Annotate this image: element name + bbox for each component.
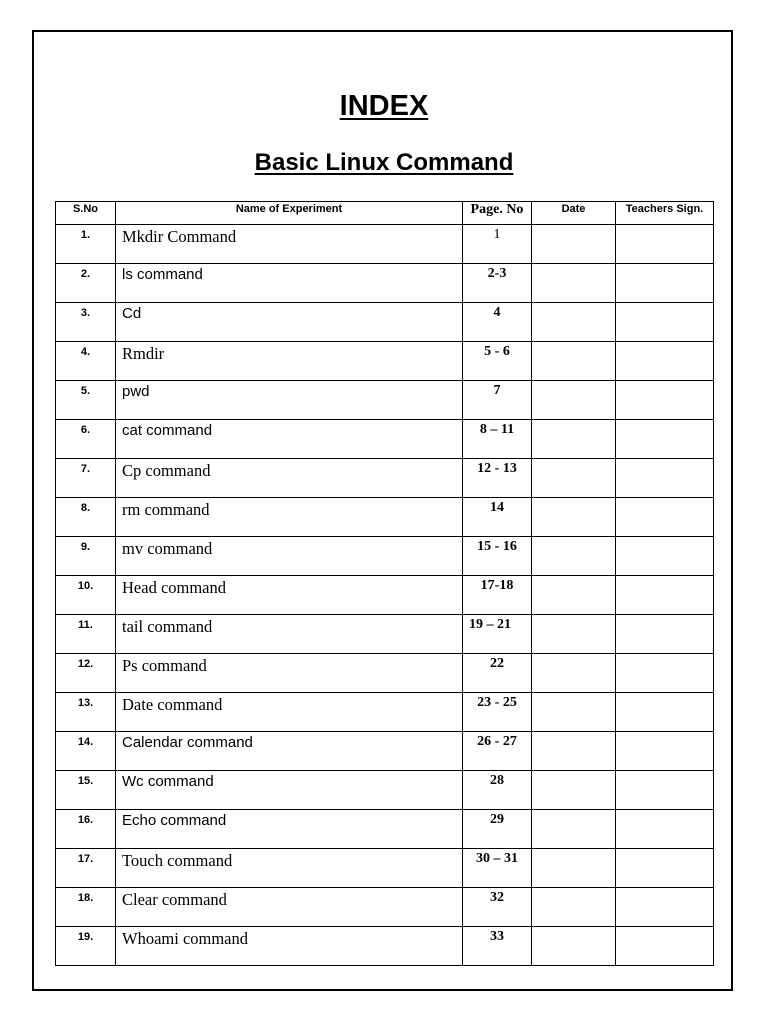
row-sno: 13. [56,693,116,732]
table-row [56,381,714,420]
table-row [56,615,714,654]
row-name: Ps command [116,654,463,693]
header-name: Name of Experiment [116,202,463,225]
row-date [532,576,616,615]
row-date [532,225,616,264]
row-name: cat command [116,420,463,459]
row-sign [616,342,714,381]
row-name: Whoami command [116,927,463,966]
row-date [532,693,616,732]
row-name: Rmdir [116,342,463,381]
table-row [56,888,714,927]
row-page: 19 – 21 [463,615,532,654]
table-row [56,342,714,381]
row-sign [616,810,714,849]
table-row [56,654,714,693]
table-row [56,576,714,615]
row-name: Calendar command [116,732,463,771]
row-name: Touch command [116,849,463,888]
table-row [56,303,714,342]
table-row [56,264,714,303]
row-name: Wc command [116,771,463,810]
table-row [56,420,714,459]
row-sno: 4. [56,342,116,381]
row-sign [616,732,714,771]
row-date [532,537,616,576]
row-sno: 18. [56,888,116,927]
row-page: 17-18 [463,576,532,615]
row-sno: 12. [56,654,116,693]
row-page: 30 – 31 [463,849,532,888]
row-sno: 14. [56,732,116,771]
row-name: Date command [116,693,463,732]
row-page: 26 - 27 [463,732,532,771]
row-date [532,303,616,342]
row-sno: 3. [56,303,116,342]
table-row [56,849,714,888]
row-date [532,849,616,888]
table-row [56,459,714,498]
row-page: 1 [463,225,532,264]
row-page: 28 [463,771,532,810]
table-row [56,693,714,732]
row-name: Clear command [116,888,463,927]
row-name: pwd [116,381,463,420]
row-sno: 8. [56,498,116,537]
header-sno: S.No [56,202,116,225]
row-date [532,459,616,498]
row-name: Echo command [116,810,463,849]
row-sign [616,420,714,459]
row-sign [616,264,714,303]
row-page: 33 [463,927,532,966]
row-name: Mkdir Command [116,225,463,264]
row-sno: 7. [56,459,116,498]
row-page: 15 - 16 [463,537,532,576]
row-date [532,342,616,381]
row-date [532,615,616,654]
row-date [532,732,616,771]
row-sno: 10. [56,576,116,615]
index-table [55,201,714,966]
row-name: Cp command [116,459,463,498]
row-sign [616,459,714,498]
row-sign [616,576,714,615]
row-page: 14 [463,498,532,537]
row-page: 4 [463,303,532,342]
table-row [56,810,714,849]
row-sign [616,693,714,732]
row-page: 8 – 11 [463,420,532,459]
row-date [532,420,616,459]
row-sno: 9. [56,537,116,576]
row-page: 7 [463,381,532,420]
row-sign [616,927,714,966]
row-sign [616,303,714,342]
row-date [532,264,616,303]
table-row [56,537,714,576]
row-name: rm command [116,498,463,537]
row-name: tail command [116,615,463,654]
row-sign [616,537,714,576]
row-sno: 16. [56,810,116,849]
row-page: 29 [463,810,532,849]
row-sign [616,615,714,654]
row-page: 5 - 6 [463,342,532,381]
row-sno: 19. [56,927,116,966]
table-row [56,927,714,966]
row-date [532,810,616,849]
row-sign [616,771,714,810]
row-date [532,927,616,966]
row-name: Head command [116,576,463,615]
row-date [532,888,616,927]
row-date [532,771,616,810]
table-row [56,225,714,264]
row-sno: 2. [56,264,116,303]
row-name: Cd [116,303,463,342]
row-sign [616,654,714,693]
row-sign [616,225,714,264]
header-page: Page. No [463,202,532,225]
row-sign [616,849,714,888]
row-sno: 5. [56,381,116,420]
row-sno: 6. [56,420,116,459]
table-row [56,771,714,810]
row-sno: 15. [56,771,116,810]
row-date [532,498,616,537]
row-page: 22 [463,654,532,693]
row-date [532,381,616,420]
row-page: 12 - 13 [463,459,532,498]
row-sign [616,381,714,420]
table-header-row [56,202,714,225]
row-page: 2-3 [463,264,532,303]
row-sno: 1. [56,225,116,264]
row-sno: 11. [56,615,116,654]
row-page: 32 [463,888,532,927]
row-page: 23 - 25 [463,693,532,732]
table-row [56,498,714,537]
page-subtitle: Basic Linux Command [254,149,514,176]
row-name: ls command [116,264,463,303]
header-sign: Teachers Sign. [616,202,714,225]
row-sno: 17. [56,849,116,888]
row-sign [616,498,714,537]
row-date [532,654,616,693]
page-title: INDEX [339,90,429,122]
row-name: mv command [116,537,463,576]
row-sign [616,888,714,927]
table-row [56,732,714,771]
header-date: Date [532,202,616,225]
